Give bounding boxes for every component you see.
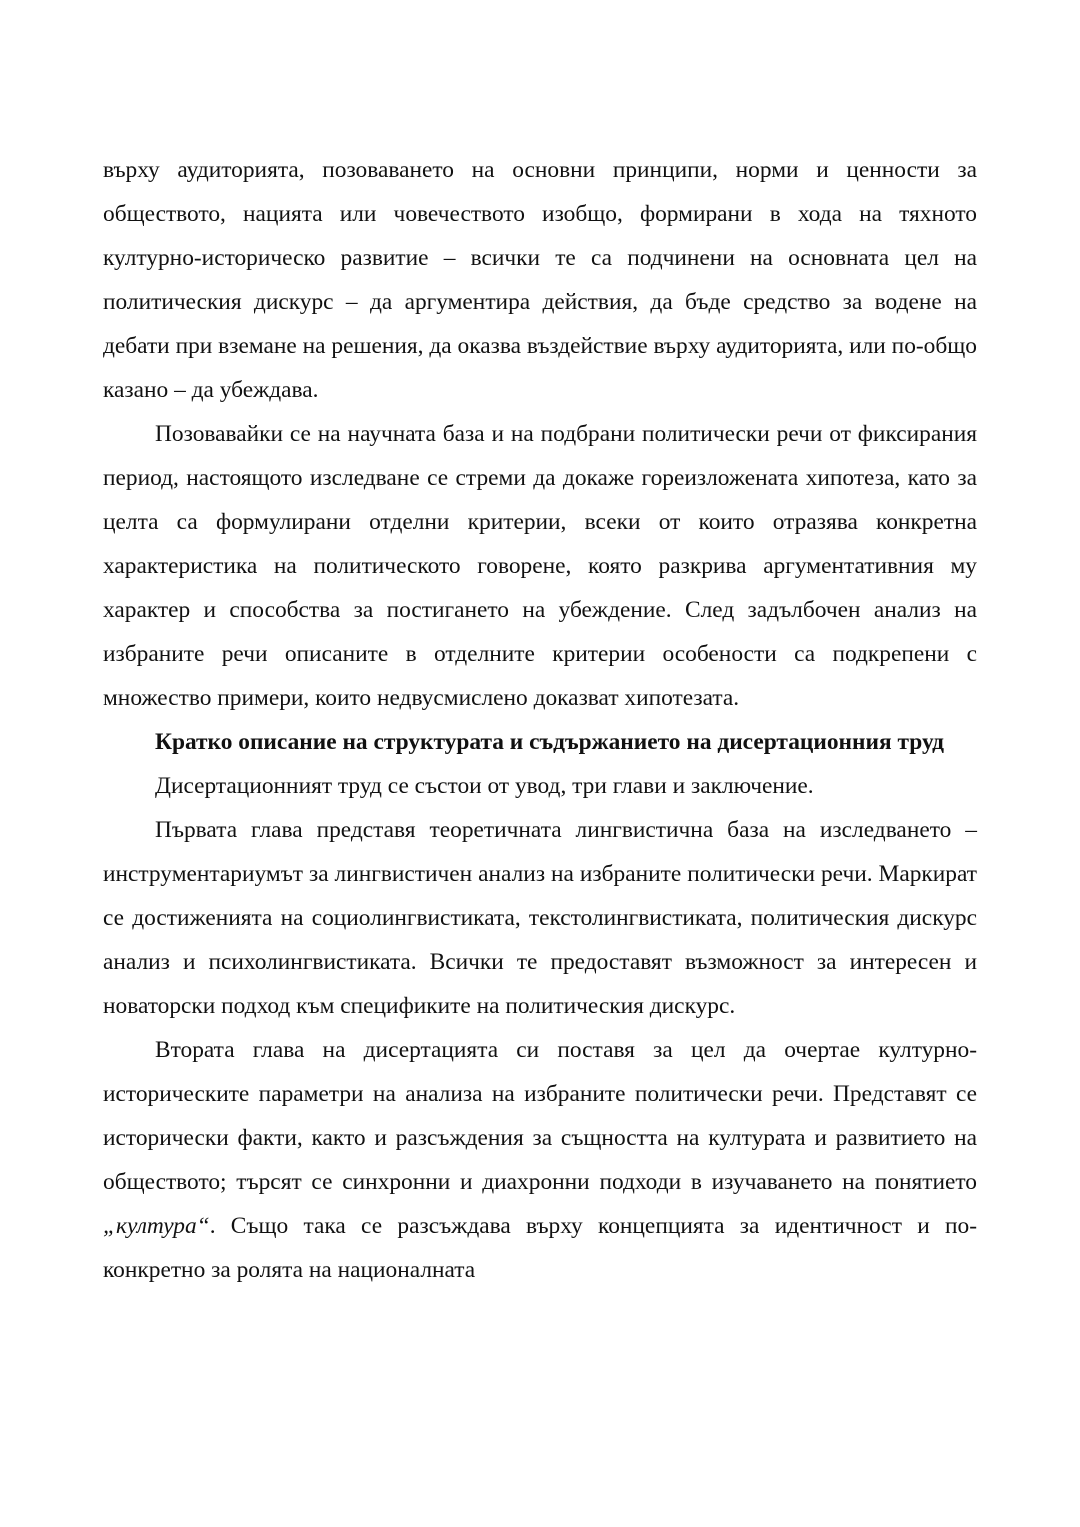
paragraph-chapter-one: Първата глава представя теоретичната лингвистична база на изследването – инструментариумът за лингвистичен анализ на избраните политически речи. Маркират се достиженията на социолингвистиката, текстолингвистиката, политическия дискурс анализ и психолингвистиката. Всички те предоставят възможност за интересен и новаторски подход към спецификите на политическия дискурс. bbox=[103, 817, 977, 1019]
paragraph-chapter-two-text-2: . Също така се разсъждава върху концепцията за идентичност и по-конкретно за ролята на националната bbox=[103, 1213, 977, 1283]
culture-term: „култура“ bbox=[103, 1213, 210, 1239]
paragraph-chapter-two-text-1: Втората глава на дисертацията си поставя за цел да очертае културно-историческите параметри на анализа на избраните политически речи. Представят се исторически факти, както и разсъждения за същността на културата и развитието на обществото; търсят се синхронни и диахронни подходи в изучаването на понятието bbox=[103, 1037, 977, 1195]
section-heading: Кратко описание на структурата и съдържанието на дисертационния труд bbox=[155, 729, 944, 755]
document-page bbox=[103, 148, 977, 1292]
paragraph-continuation: върху аудиторията, позоваването на основни принципи, норми и ценности за обществото, нацията или човечеството изобщо, формирани в хода на тяхното културно-историческо развитие – всички те са подчинени на основната цел на политическия дискурс – да аргументира действия, да бъде средство за водене на дебати при вземане на решения, да оказва въздействие върху аудиторията, или по-общо казано – да убеждава. bbox=[103, 157, 977, 403]
paragraph-chapter-two bbox=[103, 1028, 977, 1292]
paragraph-hypothesis: Позовавайки се на научната база и на подбрани политически речи от фиксирания период, настоящото изследване се стреми да докаже гореизложената хипотеза, като за целта са формулирани отделни критерии, всеки от които отразява конкретна характеристика на политическото говорене, която разкрива аргументативния му характер и способства за постигането на убеждение. След задълбочен анализ на избраните речи описаните в отделните критерии особености са подкрепени с множество примери, които недвусмислено доказват хипотезата. bbox=[103, 421, 977, 711]
paragraph-structure: Дисертационният труд се състои от увод, три глави и заключение. bbox=[155, 773, 814, 799]
